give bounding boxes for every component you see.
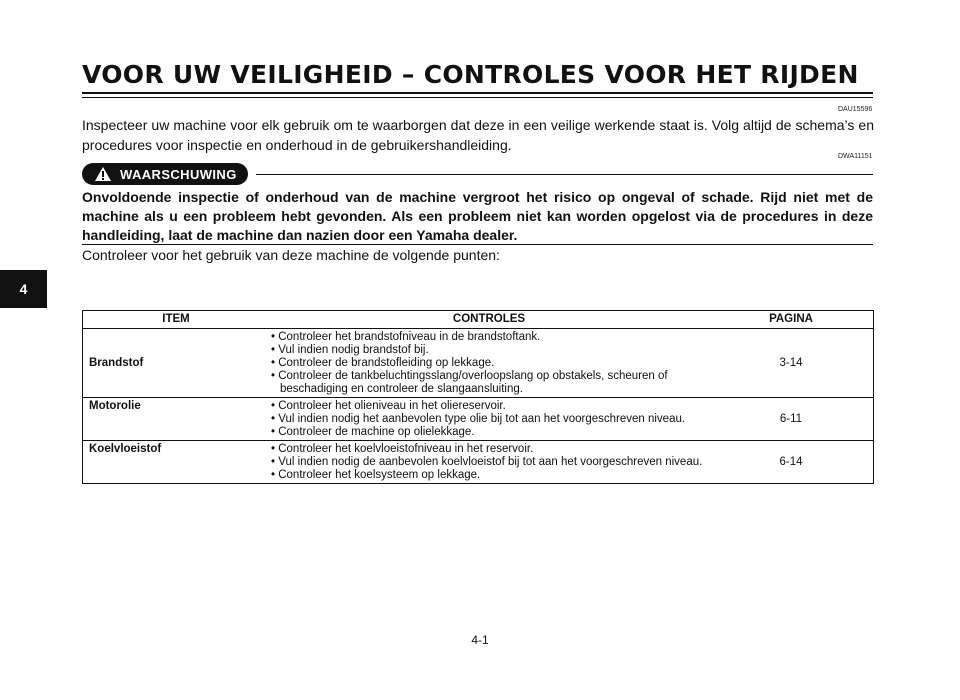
warning-rule <box>256 174 873 175</box>
inspection-table <box>82 310 874 484</box>
row-item: Motorolie <box>83 398 270 441</box>
header-checks: CONTROLES <box>269 311 709 329</box>
section-code: DAU15596 <box>838 106 873 113</box>
warning-code: DWA11151 <box>838 153 873 160</box>
check-line: • Controleer de brandstofleiding op lekkage. <box>271 357 495 369</box>
row-checks <box>269 441 709 484</box>
table-row <box>83 398 874 441</box>
row-page: 6-11 <box>709 398 874 441</box>
row-item: Brandstof <box>83 329 270 398</box>
page-title: VOOR UW VEILIGHEID – CONTROLES VOOR HET RIJDEN <box>82 60 859 89</box>
chapter-tab: 4 <box>0 270 47 308</box>
warning-rule-bottom <box>82 244 873 245</box>
warning-label: WAARSCHUWING <box>120 166 237 182</box>
table-row <box>83 329 874 398</box>
intro-paragraph: Inspecteer uw machine voor elk gebruik om te waarborgen dat deze in een veilige werkende staat is. Volg altijd de schema’s en procedures voor inspectie en onderhoud in de gebruikershandleiding. <box>82 117 874 153</box>
table-header-row <box>83 311 874 329</box>
check-line: • Controleer het brandstofniveau in de brandstoftank. <box>271 331 541 343</box>
title-rule-secondary <box>82 97 873 98</box>
row-page: 3-14 <box>709 329 874 398</box>
table-row <box>83 441 874 484</box>
warning-text: Onvoldoende inspectie of onderhoud van de machine vergroot het risico op ongeval of schade. Rijd niet met de machine als u een probleem hebt gevonden. Als een probleem niet kan worden opgelost via de procedures in deze handleiding, laat de machine dan nazien door een Yamaha dealer. <box>82 189 873 243</box>
warning-triangle-icon <box>94 166 112 182</box>
row-checks <box>269 329 709 398</box>
page-number: 4-1 <box>471 633 489 647</box>
title-rule <box>82 92 873 94</box>
warning-badge <box>82 163 248 185</box>
row-checks <box>269 398 709 441</box>
header-page: PAGINA <box>709 311 874 329</box>
check-line: • Vul indien nodig brandstof bij. <box>271 344 429 356</box>
check-line: • Controleer de machine op olielekkage. <box>271 426 475 438</box>
check-line: • Controleer het olieniveau in het oliereservoir. <box>271 400 506 412</box>
lead-text: Controleer voor het gebruik van deze machine de volgende punten: <box>82 247 500 263</box>
check-line: • Controleer het koelvloeistofniveau in het reservoir. <box>271 443 534 455</box>
check-line: • Controleer de tankbeluchtingsslang/overloopslang op obstakels, scheuren of beschadiging en controleer de slangaansluiting. <box>271 370 668 395</box>
header-item: ITEM <box>83 311 270 329</box>
check-line: • Controleer het koelsysteem op lekkage. <box>271 469 481 481</box>
row-item: Koelvloeistof <box>83 441 270 484</box>
check-line: • Vul indien nodig het aanbevolen type olie bij tot aan het voorgeschreven niveau. <box>271 413 686 425</box>
row-page: 6-14 <box>709 441 874 484</box>
check-line: • Vul indien nodig de aanbevolen koelvloeistof bij tot aan het voorgeschreven niveau. <box>271 456 703 468</box>
